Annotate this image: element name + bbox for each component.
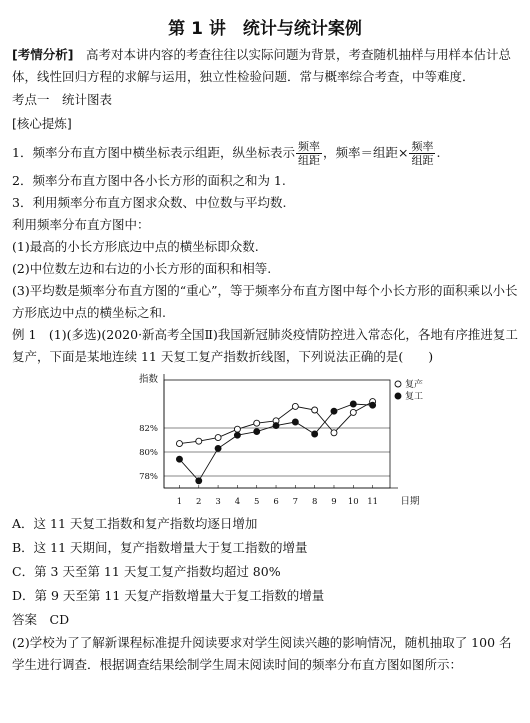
- page-title: 第 1 讲 统计与统计案例: [168, 19, 362, 39]
- open-point: [312, 407, 318, 413]
- open-point: [176, 441, 182, 447]
- line-chart: [12, 370, 518, 512]
- fraction-1-denominator: 组距: [297, 154, 320, 167]
- filled-point: [370, 402, 376, 408]
- sub-item-1: (1)最高的小长方形底边中点的横坐标即众数.: [12, 239, 259, 254]
- part-2-text: (2)学校为了了解新课程标准提升阅读要求对学生阅读兴趣的影响情况，随机抽取了 100 名学生进行调查．根据调查结果绘制学生周末阅读时间的频率分布直方图如图所示：: [12, 635, 512, 672]
- core-label: [核心提炼]: [12, 116, 72, 131]
- sub-item-2: (2)中位数左边和右边的小长方形的面积和相等.: [12, 261, 272, 276]
- x-tick-label: 4: [234, 497, 241, 507]
- x-tick-label: 1: [176, 497, 183, 507]
- y-tick-label: 82%: [139, 424, 158, 434]
- y-axis-label: 指数: [138, 374, 158, 385]
- analysis-paragraph: [12, 44, 518, 88]
- filled-point: [273, 423, 279, 429]
- item-1-text-a: 1．频率分布直方图中横坐标表示组距，纵坐标表示: [12, 145, 295, 160]
- filled-point: [196, 478, 202, 484]
- item-1: [12, 136, 518, 170]
- legend-marker-1: [395, 393, 401, 399]
- x-tick-label: 9: [331, 497, 337, 507]
- legend-label: 复产: [405, 380, 424, 390]
- x-tick-label: 10: [347, 497, 359, 507]
- x-tick-label: 11: [367, 497, 379, 507]
- item-2: 2．频率分布直方图中各小长方形的面积之和为 1.: [12, 173, 286, 188]
- point-heading: 考点一 统计图表: [12, 92, 113, 107]
- open-point: [196, 438, 202, 444]
- series-line-1: [179, 404, 372, 481]
- fraction-1-numerator: 频率: [297, 140, 320, 153]
- answer-line: 答案 CD: [12, 612, 70, 627]
- item-1-text-c: .: [436, 145, 441, 160]
- open-point: [350, 409, 356, 415]
- open-point: [215, 435, 221, 441]
- example-1-text: 例 1 (1)(多选)(2020·新高考全国Ⅱ)我国新冠肺炎疫情防控进入常态化，各地有序推进复工复产，下面是某地连续 11 天复工复产指数折线图，下列说法正确的是( ): [12, 327, 518, 364]
- filled-point: [176, 456, 182, 462]
- analysis-label: [考情分析]: [12, 47, 74, 62]
- item-3: 3．利用频率分布直方图求众数、中位数与平均数.: [12, 195, 287, 210]
- item-1-text-b: ，频率＝组距×: [322, 145, 409, 160]
- open-point: [331, 430, 337, 436]
- fraction-2-numerator: 频率: [411, 140, 434, 153]
- sub-item-3: (3)平均数是频率分布直方图的“重心”，等于频率分布直方图中每个小长方形的面积乘以小长方形底边中点的横坐标之和.: [12, 283, 518, 320]
- x-tick-label: 3: [215, 497, 221, 507]
- option-c: C．第 3 天至第 11 天复工复产指数均超过 80%: [12, 564, 281, 579]
- filled-point: [215, 445, 221, 451]
- x-tick-label: 7: [292, 497, 299, 507]
- option-b: B．这 11 天期间，复产指数增量大于复工指数的增量: [12, 540, 308, 555]
- x-axis-label: 日期: [400, 496, 420, 507]
- filled-point: [234, 432, 240, 438]
- plot-frame: [164, 380, 390, 488]
- analysis-text: 高考对本讲内容的考查往往以实际问题为背景，考查随机抽样与用样本估计总体，线性回归方程的求解与运用，独立性检验问题．常与概率综合考查，中等难度．: [12, 47, 511, 84]
- option-a: A．这 11 天复工指数和复产指数均逐日增加: [12, 516, 258, 531]
- filled-point: [331, 408, 337, 414]
- fraction-2: [409, 140, 435, 167]
- y-tick-label: 80%: [139, 448, 158, 458]
- open-point: [234, 426, 240, 432]
- x-tick-label: 2: [196, 497, 202, 507]
- fraction-2-denominator: 组距: [411, 154, 434, 167]
- x-tick-label: 6: [273, 497, 279, 507]
- x-tick-label: 8: [311, 497, 318, 507]
- open-point: [292, 403, 298, 409]
- filled-point: [350, 401, 356, 407]
- fraction-1: [296, 140, 322, 167]
- chart-container: [12, 370, 518, 512]
- y-tick-label: 78%: [139, 472, 158, 482]
- filled-point: [254, 429, 260, 435]
- x-tick-label: 5: [254, 497, 260, 507]
- open-point: [254, 420, 260, 426]
- option-d: D．第 9 天至第 11 天复产指数增量大于复工指数的增量: [12, 588, 325, 603]
- item-3-sub: 利用频率分布直方图中：: [12, 217, 150, 232]
- legend-marker-0: [395, 381, 401, 387]
- filled-point: [292, 419, 298, 425]
- filled-point: [312, 431, 318, 437]
- legend-label: 复工: [405, 392, 424, 402]
